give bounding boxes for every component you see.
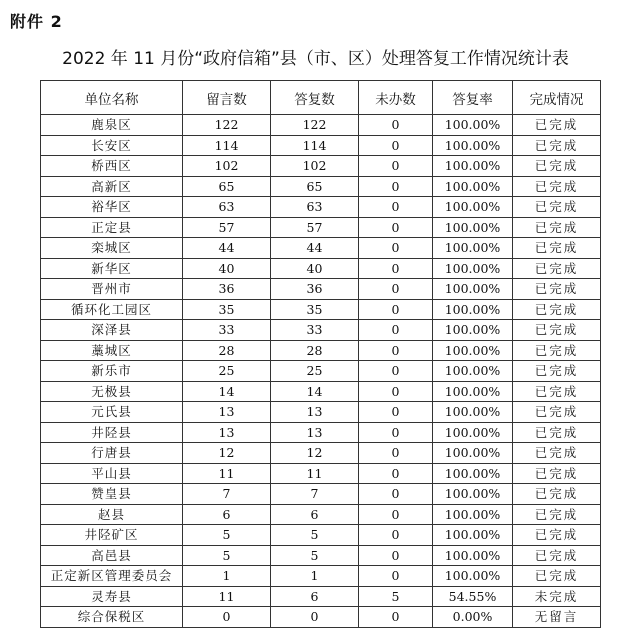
message-count-cell: 114 (183, 135, 271, 156)
table-row (41, 484, 601, 505)
pending-count-cell: 0 (359, 463, 433, 484)
table-row (41, 258, 601, 279)
table-row (41, 381, 601, 402)
pending-count-cell: 0 (359, 176, 433, 197)
unit-name-cell: 赵县 (41, 504, 183, 525)
pending-count-cell: 0 (359, 402, 433, 423)
reply-rate-cell: 100.00% (433, 320, 513, 341)
header-completion-status: 完成情况 (513, 81, 601, 115)
reply-count-cell: 33 (271, 320, 359, 341)
table-row (41, 238, 601, 259)
table-row (41, 402, 601, 423)
reply-count-cell: 14 (271, 381, 359, 402)
message-count-cell: 13 (183, 402, 271, 423)
unit-name-cell: 长安区 (41, 135, 183, 156)
pending-count-cell: 0 (359, 320, 433, 341)
table-row (41, 340, 601, 361)
table-row (41, 443, 601, 464)
completion-status-cell: 已完成 (513, 545, 601, 566)
reply-rate-cell: 100.00% (433, 422, 513, 443)
table-body (41, 115, 601, 628)
reply-count-cell: 6 (271, 586, 359, 607)
unit-name-cell: 行唐县 (41, 443, 183, 464)
table-header-row (41, 81, 601, 115)
reply-count-cell: 122 (271, 115, 359, 136)
pending-count-cell: 0 (359, 422, 433, 443)
pending-count-cell: 0 (359, 525, 433, 546)
unit-name-cell: 深泽县 (41, 320, 183, 341)
table-row (41, 115, 601, 136)
table-row (41, 566, 601, 587)
pending-count-cell: 0 (359, 156, 433, 177)
table-row (41, 320, 601, 341)
table-row (41, 504, 601, 525)
unit-name-cell: 元氏县 (41, 402, 183, 423)
reply-rate-cell: 100.00% (433, 115, 513, 136)
reply-count-cell: 13 (271, 422, 359, 443)
table-row (41, 586, 601, 607)
completion-status-cell: 已完成 (513, 463, 601, 484)
pending-count-cell: 0 (359, 279, 433, 300)
unit-name-cell: 灵寿县 (41, 586, 183, 607)
message-count-cell: 7 (183, 484, 271, 505)
table-row (41, 279, 601, 300)
message-count-cell: 65 (183, 176, 271, 197)
completion-status-cell: 已完成 (513, 197, 601, 218)
pending-count-cell: 0 (359, 299, 433, 320)
reply-rate-cell: 100.00% (433, 443, 513, 464)
table-row (41, 217, 601, 238)
reply-count-cell: 102 (271, 156, 359, 177)
completion-status-cell: 已完成 (513, 402, 601, 423)
table-row (41, 197, 601, 218)
reply-count-cell: 6 (271, 504, 359, 525)
completion-status-cell: 已完成 (513, 361, 601, 382)
message-count-cell: 57 (183, 217, 271, 238)
pending-count-cell: 0 (359, 340, 433, 361)
pending-count-cell: 0 (359, 443, 433, 464)
reply-rate-cell: 100.00% (433, 176, 513, 197)
completion-status-cell: 已完成 (513, 176, 601, 197)
reply-count-cell: 40 (271, 258, 359, 279)
unit-name-cell: 正定县 (41, 217, 183, 238)
completion-status-cell: 已完成 (513, 217, 601, 238)
reply-rate-cell: 100.00% (433, 299, 513, 320)
completion-status-cell: 已完成 (513, 279, 601, 300)
pending-count-cell: 0 (359, 566, 433, 587)
completion-status-cell: 已完成 (513, 238, 601, 259)
reply-count-cell: 114 (271, 135, 359, 156)
reply-count-cell: 5 (271, 545, 359, 566)
pending-count-cell: 0 (359, 381, 433, 402)
reply-count-cell: 35 (271, 299, 359, 320)
message-count-cell: 11 (183, 463, 271, 484)
pending-count-cell: 0 (359, 484, 433, 505)
unit-name-cell: 桥西区 (41, 156, 183, 177)
reply-rate-cell: 100.00% (433, 156, 513, 177)
header-message-count: 留言数 (183, 81, 271, 115)
reply-rate-cell: 100.00% (433, 525, 513, 546)
completion-status-cell: 已完成 (513, 381, 601, 402)
completion-status-cell: 已完成 (513, 566, 601, 587)
unit-name-cell: 栾城区 (41, 238, 183, 259)
table-row (41, 422, 601, 443)
reply-rate-cell: 100.00% (433, 361, 513, 382)
reply-count-cell: 7 (271, 484, 359, 505)
table-row (41, 176, 601, 197)
completion-status-cell: 已完成 (513, 156, 601, 177)
message-count-cell: 14 (183, 381, 271, 402)
reply-rate-cell: 0.00% (433, 607, 513, 628)
pending-count-cell: 0 (359, 217, 433, 238)
reply-count-cell: 65 (271, 176, 359, 197)
table-row (41, 607, 601, 628)
message-count-cell: 0 (183, 607, 271, 628)
statistics-table (40, 80, 601, 628)
completion-status-cell: 无留言 (513, 607, 601, 628)
document-title: 2022 年 11 月份“政府信箱”县（市、区）处理答复工作情况统计表 (62, 49, 569, 69)
pending-count-cell: 5 (359, 586, 433, 607)
table-row (41, 525, 601, 546)
completion-status-cell: 已完成 (513, 320, 601, 341)
pending-count-cell: 0 (359, 504, 433, 525)
pending-count-cell: 0 (359, 197, 433, 218)
reply-rate-cell: 100.00% (433, 340, 513, 361)
unit-name-cell: 正定新区管理委员会 (41, 566, 183, 587)
header-unit-name: 单位名称 (41, 81, 183, 115)
message-count-cell: 63 (183, 197, 271, 218)
unit-name-cell: 鹿泉区 (41, 115, 183, 136)
message-count-cell: 5 (183, 525, 271, 546)
completion-status-cell: 已完成 (513, 299, 601, 320)
completion-status-cell: 已完成 (513, 115, 601, 136)
unit-name-cell: 高邑县 (41, 545, 183, 566)
message-count-cell: 102 (183, 156, 271, 177)
reply-rate-cell: 100.00% (433, 381, 513, 402)
reply-rate-cell: 100.00% (433, 504, 513, 525)
message-count-cell: 28 (183, 340, 271, 361)
unit-name-cell: 新乐市 (41, 361, 183, 382)
reply-rate-cell: 100.00% (433, 484, 513, 505)
message-count-cell: 25 (183, 361, 271, 382)
table-row (41, 463, 601, 484)
completion-status-cell: 已完成 (513, 484, 601, 505)
completion-status-cell: 已完成 (513, 135, 601, 156)
reply-count-cell: 1 (271, 566, 359, 587)
reply-count-cell: 25 (271, 361, 359, 382)
table-row (41, 135, 601, 156)
pending-count-cell: 0 (359, 115, 433, 136)
message-count-cell: 35 (183, 299, 271, 320)
reply-count-cell: 28 (271, 340, 359, 361)
completion-status-cell: 已完成 (513, 340, 601, 361)
reply-count-cell: 12 (271, 443, 359, 464)
reply-rate-cell: 100.00% (433, 566, 513, 587)
unit-name-cell: 循环化工园区 (41, 299, 183, 320)
unit-name-cell: 平山县 (41, 463, 183, 484)
unit-name-cell: 无极县 (41, 381, 183, 402)
reply-rate-cell: 100.00% (433, 135, 513, 156)
reply-rate-cell: 54.55% (433, 586, 513, 607)
attachment-label: 附件 2 (10, 12, 63, 31)
reply-count-cell: 11 (271, 463, 359, 484)
reply-rate-cell: 100.00% (433, 463, 513, 484)
reply-count-cell: 57 (271, 217, 359, 238)
unit-name-cell: 井陉矿区 (41, 525, 183, 546)
unit-name-cell: 高新区 (41, 176, 183, 197)
reply-count-cell: 44 (271, 238, 359, 259)
table-row (41, 156, 601, 177)
unit-name-cell: 裕华区 (41, 197, 183, 218)
header-pending-count: 未办数 (359, 81, 433, 115)
completion-status-cell: 已完成 (513, 258, 601, 279)
completion-status-cell: 未完成 (513, 586, 601, 607)
message-count-cell: 13 (183, 422, 271, 443)
message-count-cell: 33 (183, 320, 271, 341)
message-count-cell: 40 (183, 258, 271, 279)
message-count-cell: 12 (183, 443, 271, 464)
message-count-cell: 122 (183, 115, 271, 136)
table-row (41, 545, 601, 566)
unit-name-cell: 井陉县 (41, 422, 183, 443)
pending-count-cell: 0 (359, 361, 433, 382)
completion-status-cell: 已完成 (513, 443, 601, 464)
pending-count-cell: 0 (359, 135, 433, 156)
reply-rate-cell: 100.00% (433, 238, 513, 259)
completion-status-cell: 已完成 (513, 525, 601, 546)
reply-rate-cell: 100.00% (433, 217, 513, 238)
reply-rate-cell: 100.00% (433, 545, 513, 566)
unit-name-cell: 晋州市 (41, 279, 183, 300)
reply-rate-cell: 100.00% (433, 258, 513, 279)
table-row (41, 361, 601, 382)
completion-status-cell: 已完成 (513, 422, 601, 443)
unit-name-cell: 新华区 (41, 258, 183, 279)
reply-count-cell: 63 (271, 197, 359, 218)
message-count-cell: 5 (183, 545, 271, 566)
reply-rate-cell: 100.00% (433, 279, 513, 300)
message-count-cell: 44 (183, 238, 271, 259)
header-reply-count: 答复数 (271, 81, 359, 115)
pending-count-cell: 0 (359, 258, 433, 279)
pending-count-cell: 0 (359, 238, 433, 259)
unit-name-cell: 综合保税区 (41, 607, 183, 628)
reply-count-cell: 13 (271, 402, 359, 423)
reply-count-cell: 36 (271, 279, 359, 300)
unit-name-cell: 赞皇县 (41, 484, 183, 505)
reply-count-cell: 5 (271, 525, 359, 546)
completion-status-cell: 已完成 (513, 504, 601, 525)
header-reply-rate: 答复率 (433, 81, 513, 115)
reply-rate-cell: 100.00% (433, 402, 513, 423)
message-count-cell: 1 (183, 566, 271, 587)
message-count-cell: 11 (183, 586, 271, 607)
pending-count-cell: 0 (359, 545, 433, 566)
reply-rate-cell: 100.00% (433, 197, 513, 218)
pending-count-cell: 0 (359, 607, 433, 628)
message-count-cell: 6 (183, 504, 271, 525)
message-count-cell: 36 (183, 279, 271, 300)
reply-count-cell: 0 (271, 607, 359, 628)
unit-name-cell: 藁城区 (41, 340, 183, 361)
table-row (41, 299, 601, 320)
